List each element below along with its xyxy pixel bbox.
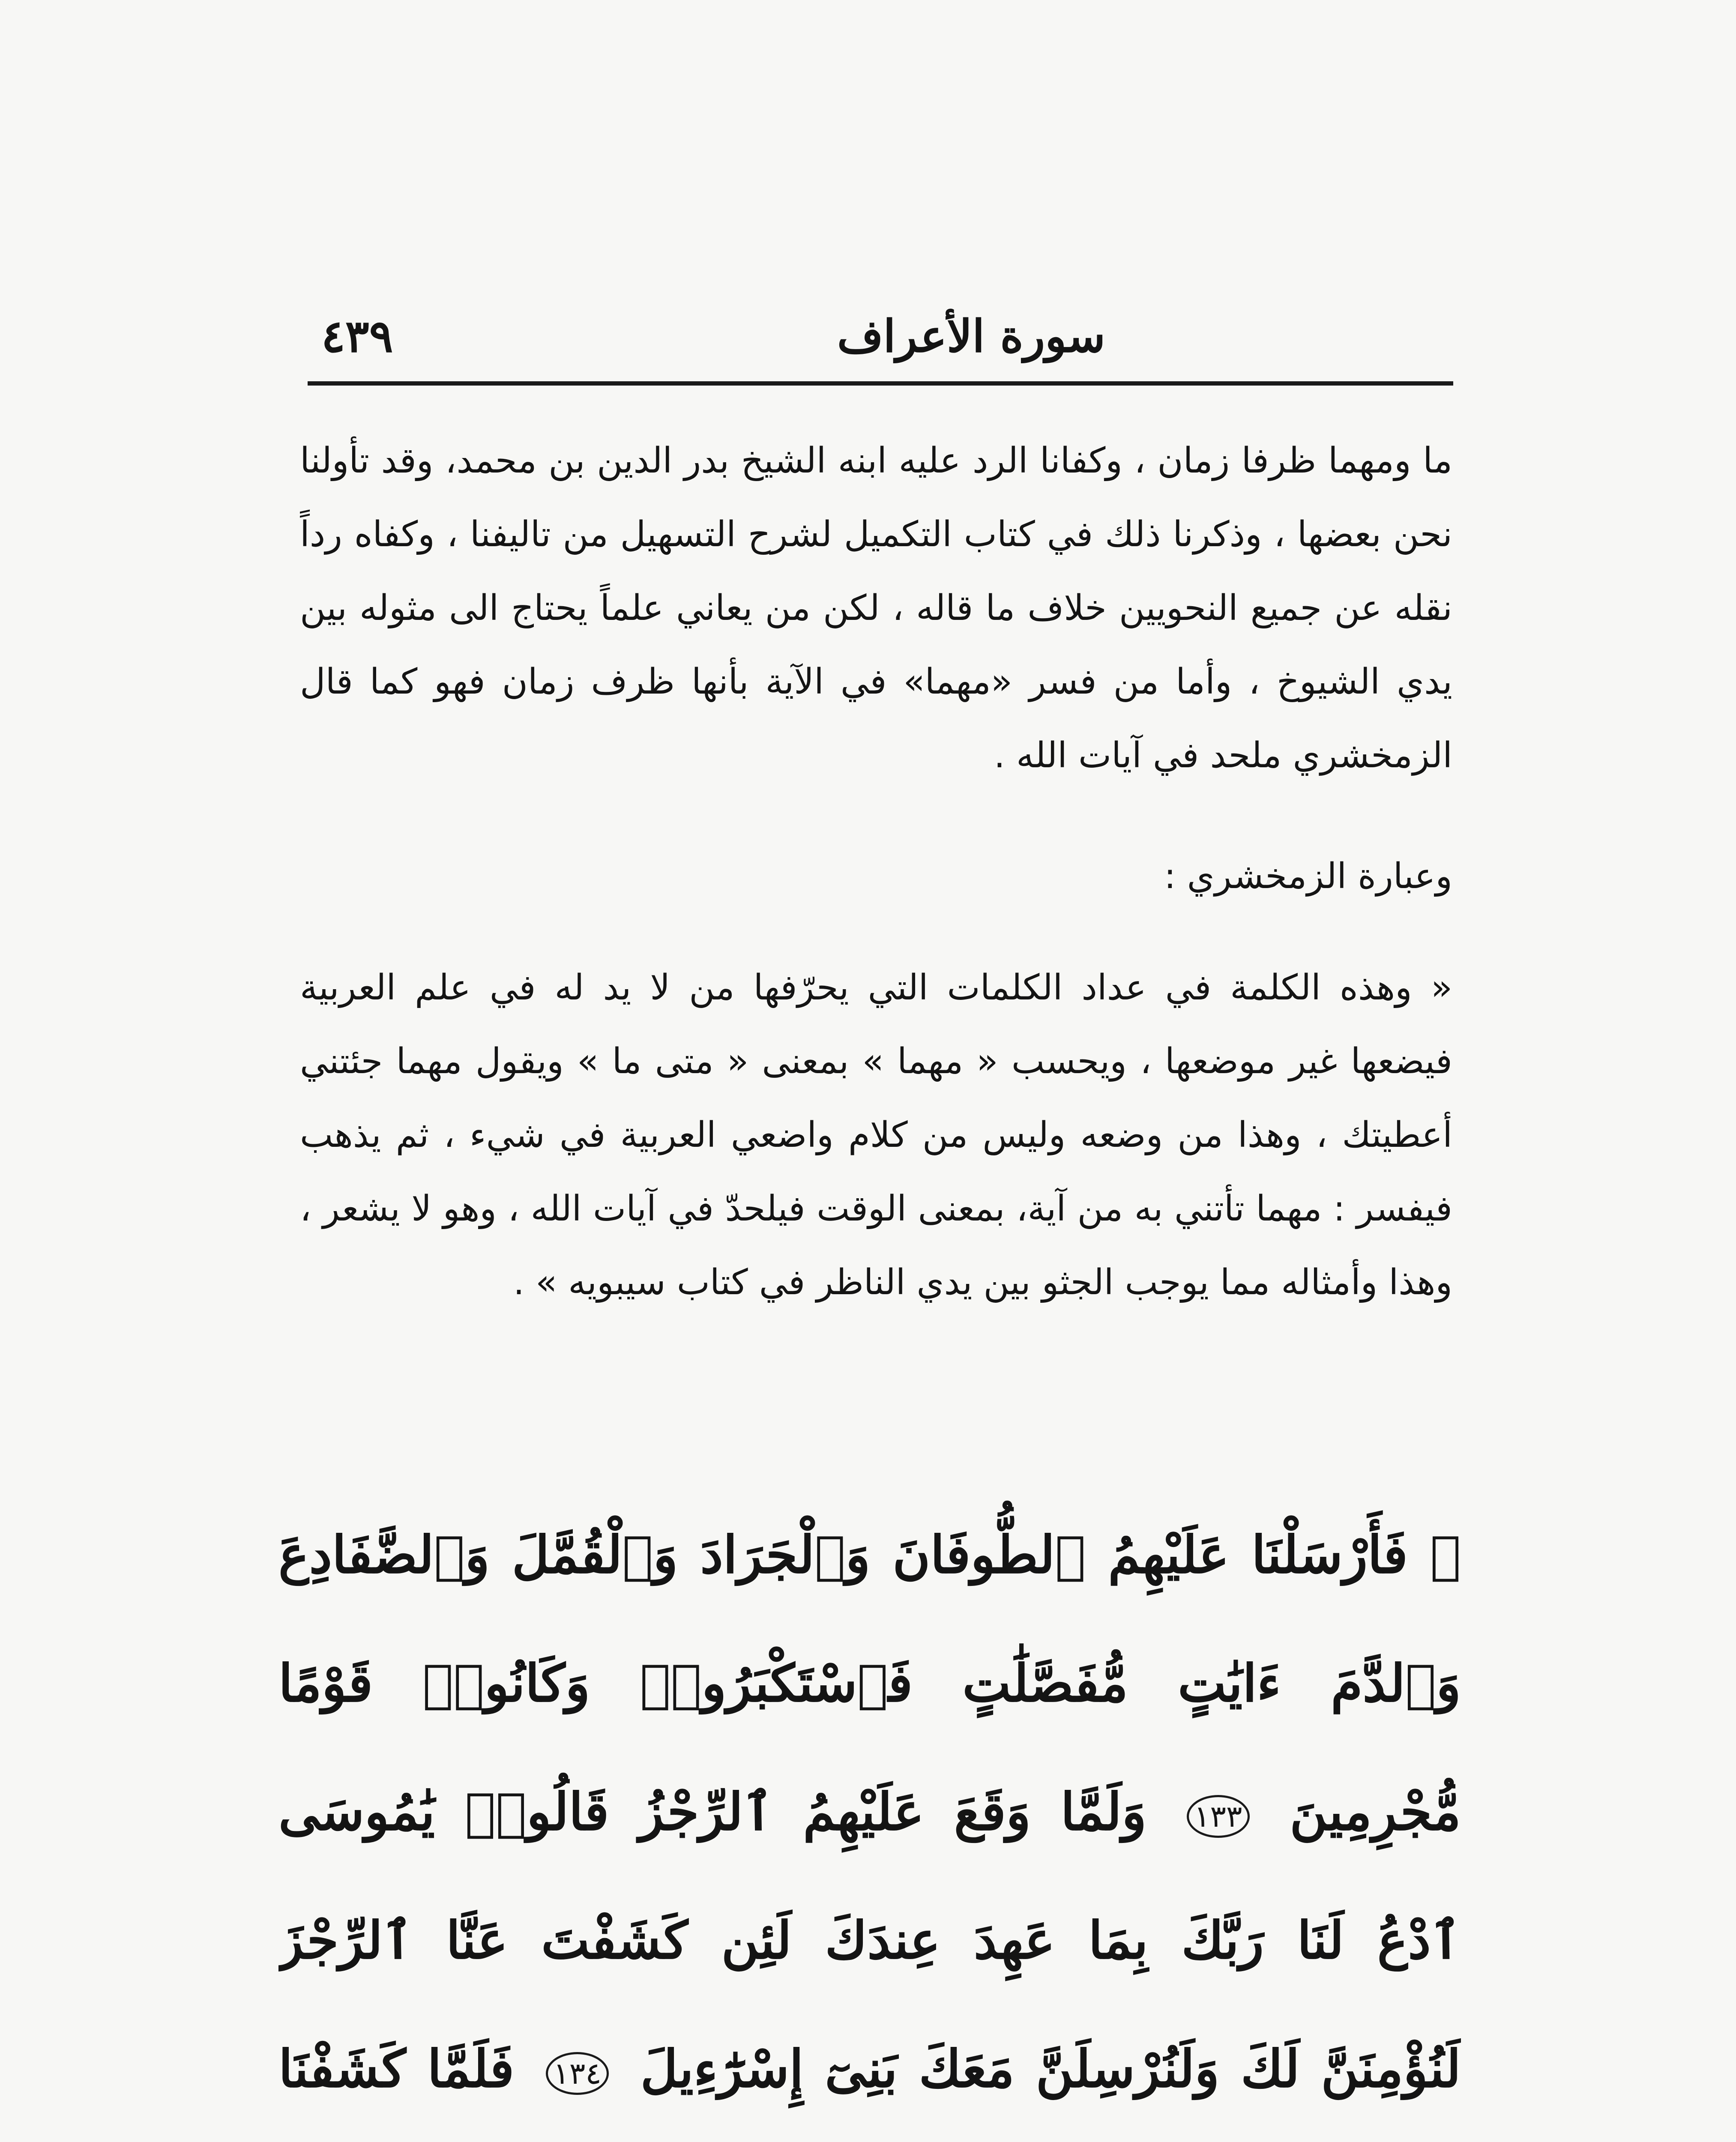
zamakhshari-intro: وعبارة الزمخشري : [1164,856,1452,897]
verse-text-134: وَلَمَّا وَقَعَ عَلَيْهِمُ ٱلرِّجْزُ قَالُوا۟ يَٰمُوسَى ٱدْعُ لَنَا رَبَّكَ بِمَا عَهِدَ عِندَكَ لَئِن كَشَفْتَ عَنَّا ٱلرِّجْزَ لَنُؤْمِنَنَّ لَكَ وَلَنُرْسِلَنَّ مَعَكَ بَنِىٓ إِسْرَٰٓءِيلَ [278,1782,1461,2099]
ayah-number-134: ١٣٤ [546,2052,609,2095]
header-divider [308,381,1453,386]
verse-text-133: ﴿ فَأَرْسَلْنَا عَلَيْهِمُ ٱلطُّوفَانَ وَٱلْجَرَادَ وَٱلْقُمَّلَ وَٱلضَّفَادِعَ وَٱلدَّمَ ءَايَٰتٍ مُّفَصَّلَٰتٍ فَٱسْتَكْبَرُوا۟ وَكَانُوا۟ قَوْمًا مُّجْرِمِينَ [278,1525,1461,1842]
page-number: ٤٣٩ [321,310,393,362]
zamakhshari-quote: « وهذه الكلمة في عداد الكلمات التي يحرّفها من لا يد له في علم العربية فيضعها غير موضعها ، ويحسب « مهما » بمعنى « متى ما » ويقول مهما جئتني أعطيتك ، وهذا من وضعه وليس من كلام واضعي العربية في شيء ، ثم يذهب فيفسر : مهما تأتني به من آية، بمعنى الوقت فيلحدّ في آيات الله ، وهو لا يشعر ، وهذا وأمثاله مما يوجب الجثو بين يدي الناظر في كتاب سيبويه » . [300,967,1452,1303]
ayah-number-133: ١٣٣ [1187,1795,1250,1838]
quran-verses [278,1491,1461,2142]
page-header [308,296,1452,368]
surah-title: سورة الأعراف [837,310,1105,362]
commentary-paragraph-1: ما ومهما ظرفا زمان ، وكفانا الرد عليه ابنه الشيخ بدر الدين بن محمد، وقد تأولنا نحن بعضها ، وذكرنا ذلك في كتاب التكميل لشرح التسهيل من تاليفنا ، وكفاه رداً نقله عن جميع النحويين خلاف ما قاله ، لكن من يعاني علماً يحتاج الى مثوله بين يدي الشيوخ ، وأما من فسر «مهما» في الآية بأنها ظرف زمان فهو كما قال الزمخشري ملحد في آيات الله . [300,440,1452,776]
verse-text-135: فَلَمَّا كَشَفْنَا [278,2039,515,2099]
